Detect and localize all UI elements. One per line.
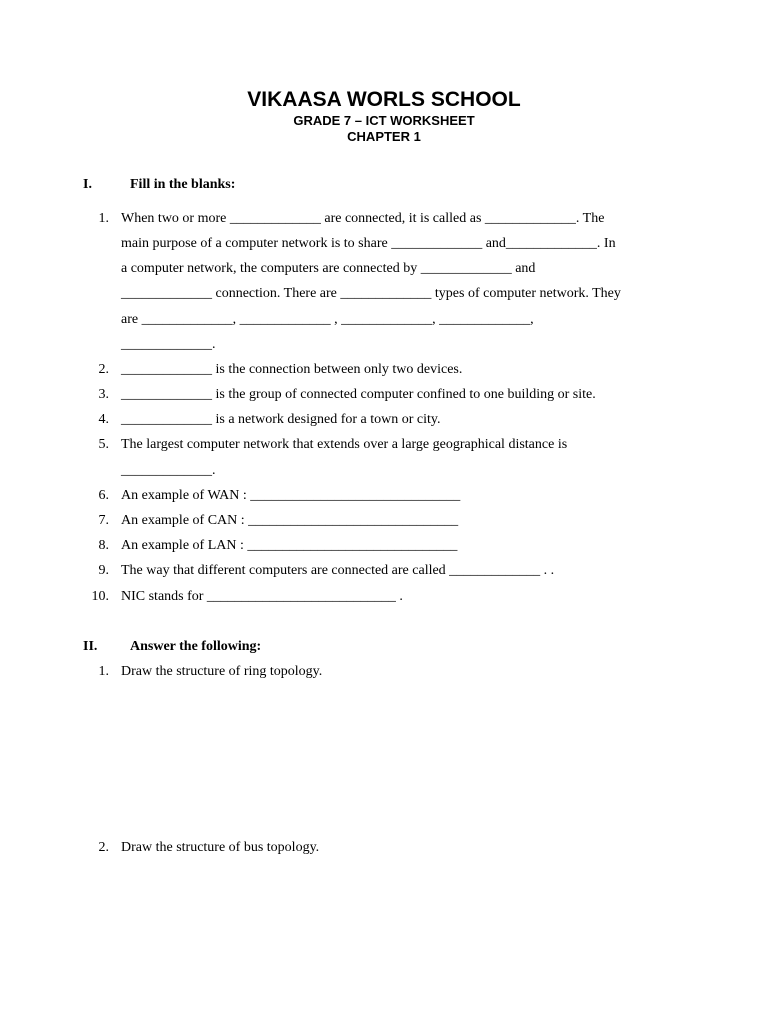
question-number: 9. (98, 563, 109, 578)
section-1-title: Fill in the blanks: (130, 177, 236, 192)
question-1-line-6: _____________. (121, 337, 216, 352)
question-9-text: The way that different computers are connected are called _____________ . . (121, 563, 555, 578)
question-number: 2. (98, 362, 109, 377)
question-number: 1. (98, 664, 109, 679)
answer-question-2-text: Draw the structure of bus topology. (121, 840, 320, 855)
question-number: 10. (91, 589, 109, 604)
section-2-number: II. (83, 639, 98, 654)
question-7-text: An example of CAN : ______________________________ (121, 513, 459, 528)
question-number: 4. (98, 412, 109, 427)
school-title: VIKAASA WORLS SCHOOL (247, 88, 521, 111)
question-1-line-5: are _____________, _____________ , _____________, _____________, (121, 312, 534, 327)
question-6-text: An example of WAN : ______________________________ (121, 488, 461, 503)
question-number: 6. (98, 488, 109, 503)
question-number: 1. (98, 211, 109, 226)
question-2-text: _____________ is the connection between only two devices. (121, 362, 463, 377)
question-number: 5. (98, 437, 109, 452)
question-10-text: NIC stands for ___________________________ . (121, 589, 403, 604)
question-1-line-3: a computer network, the computers are connected by _____________ and (121, 261, 536, 276)
worksheet-chapter: CHAPTER 1 (347, 129, 421, 144)
question-number: 3. (98, 387, 109, 402)
question-5-line-2: _____________. (121, 463, 216, 478)
question-1-line-2: main purpose of a computer network is to share _____________ and_____________. In (121, 236, 616, 251)
question-8-text: An example of LAN : ______________________________ (121, 538, 458, 553)
question-1-line-4: _____________ connection. There are _____________ types of computer network. They (121, 286, 621, 301)
question-number: 7. (98, 513, 109, 528)
question-number: 8. (98, 538, 109, 553)
question-3-text: _____________ is the group of connected computer confined to one building or site. (121, 387, 596, 402)
answer-question-1-text: Draw the structure of ring topology. (121, 664, 323, 679)
section-2-title: Answer the following: (130, 639, 262, 654)
worksheet-grade: GRADE 7 – ICT WORKSHEET (293, 113, 475, 128)
question-number: 2. (98, 840, 109, 855)
section-1-number: I. (83, 177, 92, 192)
question-1-line-1: When two or more _____________ are connected, it is called as _____________. The (121, 211, 605, 226)
question-5-line-1: The largest computer network that extends over a large geographical distance is (121, 437, 568, 452)
question-4-text: _____________ is a network designed for a town or city. (121, 412, 441, 427)
